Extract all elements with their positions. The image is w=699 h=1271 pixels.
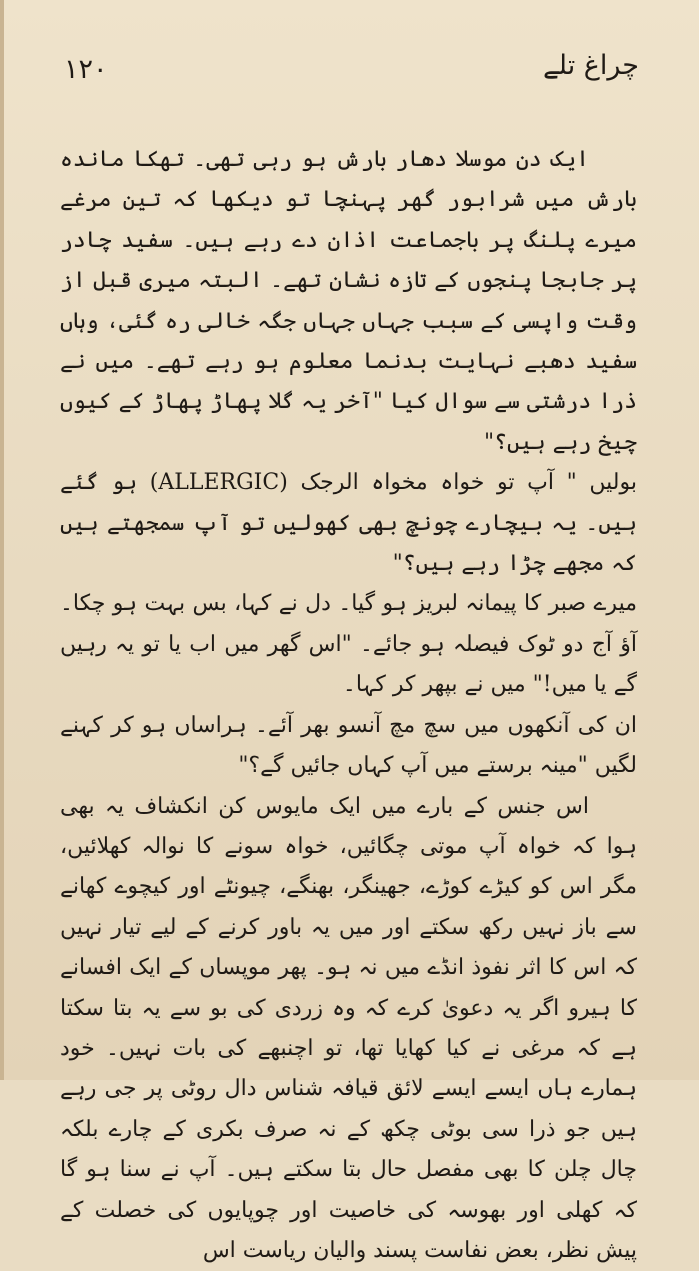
paragraph-ultimatum: میرے صبر کا پیمانہ لبریز ہو گیا۔ دل نے کہا، بس بہت ہو چکا۔ آؤ آج دو ٹوک فیصلہ ہو جائے۔ "اس گھر میں اب یا تو یہ رہیں گے یا میں!" میں نے بپھر کر کہا۔ [60,584,637,705]
paragraph-wife-reply: بولیں " آپ تو خواہ مخواہ الرجک (ALLERGIC) ہو گئے ہیں۔ یہ بیچارے چونچ بھی کھولیں تو آپ سمجھتے ہیں کہ مجھے چڑا رہے ہیں؟" [60,463,637,584]
paragraph-hens-diet: اس جنس کے بارے میں ایک مایوس کن انکشاف یہ بھی ہوا کہ خواہ آپ موتی چگائیں، خواہ سونے کا نوالہ کھلائیں، مگر اس کو کیڑے کوڑے، جھینگر، بھنگے، چیونٹے اور کیچوے کھانے سے باز نہیں رکھ سکتے اور میں یہ باور کرنے کے لیے تیار نہیں کہ اس کا اثر نفوذ انڈے میں نہ ہو۔ پھر موپساں کے ایک افسانے کا ہیرو اگر یہ دعویٰ کرے کہ وہ زردی کی بو سے یہ بتا سکتا ہے کہ مرغی نے کیا کھایا تھا، تو اچنبھے کی بات نہیں۔ خود ہمارے ہاں ایسے ایسے لائق قیافہ شناس دال روٹی پر جی رہے ہیں جو ذرا سی بوٹی چکھ کے نہ صرف بکری کے چارے بلکہ چال چلن کا بھی مفصل حال بتا سکتے ہیں۔ آپ نے سنا ہو گا کہ کھلی اور بھوسہ کی خاصیت اور چوپایوں کی خصلت کے پیش نظر، بعض نفاست پسند والیان ریاست اس [60,787,637,1271]
running-title: چراغ تلے [543,50,639,81]
paragraph-rain-story: ایک دن موسلا دھار بارش ہو رہی تھی۔ تھکا ماندہ بارش میں شرابور گھر پہنچا تو دیکھا کہ تین مرغے میرے پلنگ پر باجماعت اذان دے رہے ہیں۔ سفید چادر پر جابجا پنجوں کے تازہ نشان تھے۔ البتہ میری قبل از وقت واپسی کے سبب جہاں جہاں جگہ خالی رہ گئی، وہاں سفید دھبے نہایت بدنما معلوم ہو رہے تھے۔ میں نے ذرا درشتی سے سوال کیا "آخر یہ گلا پھاڑ پھاڑ کے کیوں چیخ رہے ہیں؟" [60,140,637,463]
page-number: ۱۲۰ [64,54,108,85]
body-text [60,140,637,1271]
paragraph-tears: ان کی آنکھوں میں سچ مچ آنسو بھر آئے۔ ہراساں ہو کر کہنے لگیں "مینہ برستے میں آپ کہاں جائیں گے؟" [60,706,637,787]
page-header [64,50,639,94]
